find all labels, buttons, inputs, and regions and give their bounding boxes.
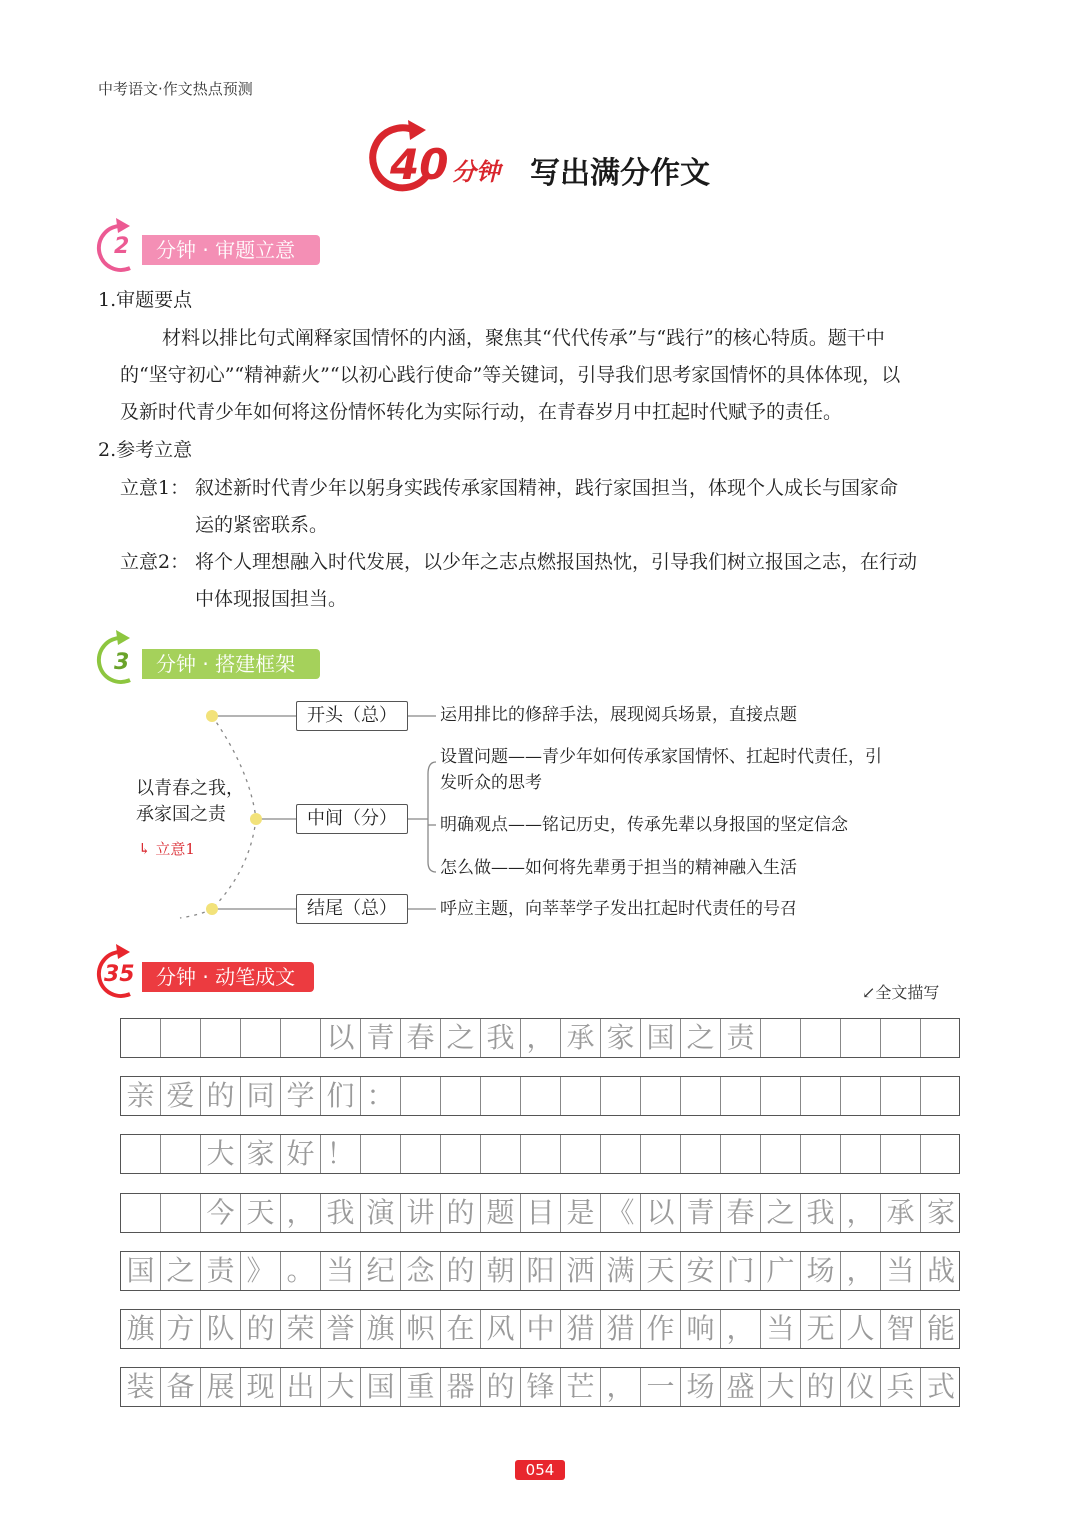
grid-cell [761, 1077, 801, 1115]
grid-cell [601, 1135, 641, 1173]
grid-cell: 我 [321, 1194, 361, 1232]
grid-cell: 的 [801, 1368, 841, 1406]
grid-cell [481, 1077, 521, 1115]
grid-cell: 方 [161, 1310, 201, 1348]
section1-title: 分钟 · 审题立意 [142, 235, 320, 265]
grid-cell: ， [281, 1194, 321, 1232]
grid-cell [681, 1135, 721, 1173]
grid-cell: 。 [281, 1252, 321, 1290]
grid-cell: 学 [281, 1077, 321, 1115]
grid-cell: ， [521, 1019, 561, 1057]
grid-cell: 无 [801, 1310, 841, 1348]
grid-cell: 门 [721, 1252, 761, 1290]
grid-cell: 旗 [121, 1310, 161, 1348]
grid-row [120, 1134, 960, 1174]
grid-cell: 当 [881, 1252, 921, 1290]
grid-cell: 好 [281, 1135, 321, 1173]
grid-cell: 备 [161, 1368, 201, 1406]
grid-cell: 器 [441, 1368, 481, 1406]
grid-cell: 念 [401, 1252, 441, 1290]
grid-cell: ， [841, 1194, 881, 1232]
topic-note-text: 立意1 [155, 840, 195, 858]
grid-cell [161, 1135, 201, 1173]
grid-cell: 们 [321, 1077, 361, 1115]
grid-cell: 荣 [281, 1310, 321, 1348]
grid-cell: 式 [926, 1370, 955, 1403]
grid-cell [641, 1135, 681, 1173]
grid-cell: 家 [241, 1135, 281, 1173]
grid-cell: 国 [361, 1368, 401, 1406]
grid-cell: 目 [521, 1194, 561, 1232]
grid-cell [801, 1019, 841, 1057]
grid-row [120, 1367, 960, 1407]
grid-cell: 现 [241, 1368, 281, 1406]
grid-cell: 兵 [881, 1368, 921, 1406]
grid-cell [401, 1077, 441, 1115]
grid-cell: 责 [721, 1019, 761, 1057]
full-text-note-label: 全文描写 [875, 983, 940, 1002]
framework-diagram [0, 690, 1080, 930]
grid-cell [361, 1135, 401, 1173]
grid-cell: ！ [321, 1135, 361, 1173]
grid-cell: 天 [241, 1194, 281, 1232]
grid-cell [681, 1077, 721, 1115]
grid-cell: 作 [641, 1310, 681, 1348]
section3-number: 35 [104, 962, 135, 987]
grid-cell: 的 [441, 1252, 481, 1290]
grid-cell: 人 [841, 1310, 881, 1348]
grid-cell: 亲 [121, 1077, 161, 1115]
grid-cell: 阳 [521, 1252, 561, 1290]
grid-cell: 的 [241, 1310, 281, 1348]
grid-cell: 旗 [361, 1310, 401, 1348]
start-description: 运用排比的修辞手法，展现阅兵场景，直接点题 [440, 705, 797, 725]
grid-cell: 以 [641, 1194, 681, 1232]
node-middle: 中间（分） [296, 804, 408, 834]
grid-cell: 今 [201, 1194, 241, 1232]
grid-cell [721, 1077, 761, 1115]
curved-arrow-icon: ↳ [138, 840, 151, 858]
section2-title: 分钟 · 搭建框架 [142, 649, 320, 679]
grid-cell [121, 1135, 161, 1173]
grid-cell [921, 1019, 961, 1057]
full-text-note [862, 980, 939, 1003]
grid-cell: 家 [601, 1019, 641, 1057]
grid-cell: ， [721, 1310, 761, 1348]
section1-number: 2 [114, 234, 130, 259]
grid-cell: 承 [561, 1019, 601, 1057]
grid-cell: 的 [201, 1077, 241, 1115]
grid-cell: 的 [481, 1368, 521, 1406]
middle-point2: 明确观点——铭记历史，传承先辈以身报国的坚定信念 [440, 815, 848, 835]
grid-cell: 大 [201, 1135, 241, 1173]
grid-cell [121, 1019, 161, 1057]
page-number: 054 [515, 1460, 565, 1480]
grid-cell: 盛 [721, 1368, 761, 1406]
main-title-number: 40 [390, 140, 449, 189]
topic-line2: 承家国之责 [136, 804, 226, 825]
grid-cell: 安 [681, 1252, 721, 1290]
grid-cell: 誉 [321, 1310, 361, 1348]
grid-cell: 仪 [841, 1368, 881, 1406]
main-title-unit: 分钟 [452, 158, 500, 186]
grid-cell: 之 [441, 1019, 481, 1057]
grid-cell: 春 [401, 1019, 441, 1057]
grid-cell: 广 [761, 1252, 801, 1290]
section1-header [94, 218, 334, 274]
grid-cell [881, 1135, 921, 1173]
grid-cell: 洒 [561, 1252, 601, 1290]
grid-cell [881, 1077, 921, 1115]
idea2-label: 立意2： [120, 551, 190, 573]
grid-cell [841, 1077, 881, 1115]
grid-cell: 响 [681, 1310, 721, 1348]
section1-para-line2: 的“坚守初心”“精神薪火”“以初心践行使命”等关键词，引导我们思考家国情怀的具体体现，以 [120, 364, 901, 386]
grid-cell [921, 1077, 961, 1115]
grid-cell: 》 [241, 1252, 281, 1290]
grid-row [120, 1018, 960, 1058]
grid-cell [721, 1135, 761, 1173]
grid-cell: 芒 [561, 1368, 601, 1406]
grid-cell [881, 1019, 921, 1057]
grid-cell: 责 [201, 1252, 241, 1290]
grid-cell [561, 1077, 601, 1115]
grid-row [120, 1076, 960, 1116]
grid-cell [161, 1019, 201, 1057]
node-start: 开头（总） [296, 701, 408, 731]
grid-cell: 猎 [601, 1310, 641, 1348]
grid-cell: 讲 [401, 1194, 441, 1232]
grid-cell [761, 1135, 801, 1173]
main-title-text: 写出满分作文 [530, 156, 710, 191]
grid-cell: 出 [281, 1368, 321, 1406]
grid-cell [641, 1077, 681, 1115]
grid-cell [201, 1019, 241, 1057]
grid-cell: 当 [761, 1310, 801, 1348]
node-end: 结尾（总） [296, 894, 408, 924]
grid-cell: 朝 [481, 1252, 521, 1290]
grid-cell: 重 [401, 1368, 441, 1406]
section3-header [94, 944, 334, 1000]
grid-cell: 能 [926, 1312, 955, 1345]
grid-cell: 我 [481, 1019, 521, 1057]
topic-note [138, 836, 195, 862]
grid-cell: 在 [441, 1310, 481, 1348]
curved-arrow-icon: ↙ [862, 983, 876, 1002]
section1-para-line1: 材料以排比句式阐释家国情怀的内涵，聚焦其“代代传承”与“践行”的核心特质。题干中 [162, 327, 885, 349]
grid-cell: ， [601, 1368, 641, 1406]
idea2-line1: 将个人理想融入时代发展，以少年之志点燃报国热忱，引导我们树立报国之志，在行动 [195, 551, 918, 573]
grid-cell: 我 [801, 1194, 841, 1232]
grid-cell: 风 [481, 1310, 521, 1348]
grid-cell: 大 [321, 1368, 361, 1406]
grid-cell: 展 [201, 1368, 241, 1406]
grid-cell: ： [361, 1077, 401, 1115]
main-title [368, 118, 728, 198]
grid-cell: ， [841, 1252, 881, 1290]
grid-cell: 之 [681, 1019, 721, 1057]
grid-cell [921, 1135, 961, 1173]
grid-cell: 演 [361, 1194, 401, 1232]
idea1-label: 立意1： [120, 477, 190, 499]
grid-cell: 家 [926, 1196, 955, 1229]
middle-point3: 怎么做——如何将先辈勇于担当的精神融入生活 [440, 858, 797, 878]
section1-heading2: 2.参考立意 [98, 439, 193, 461]
grid-cell: 以 [321, 1019, 361, 1057]
idea1-line2: 运的紧密联系。 [195, 514, 329, 536]
grid-cell: 中 [521, 1310, 561, 1348]
grid-cell [521, 1077, 561, 1115]
idea1-line1: 叙述新时代青少年以躬身实践传承家国精神，践行家国担当，体现个人成长与国家命 [195, 477, 899, 499]
grid-cell: 国 [121, 1252, 161, 1290]
grid-row [120, 1193, 960, 1233]
grid-cell: 爱 [161, 1077, 201, 1115]
grid-cell [481, 1135, 521, 1173]
grid-cell: 题 [481, 1194, 521, 1232]
grid-cell: 战 [926, 1254, 955, 1287]
end-description: 呼应主题，向莘莘学子发出扛起时代责任的号召 [440, 899, 797, 919]
grid-cell: 青 [681, 1194, 721, 1232]
grid-cell [801, 1077, 841, 1115]
grid-cell: 是 [561, 1194, 601, 1232]
section2-number: 3 [114, 650, 130, 675]
book-header: 中考语文·作文热点预测 [98, 80, 253, 98]
grid-cell: 猎 [561, 1310, 601, 1348]
grid-cell: 《 [601, 1194, 641, 1232]
section3-title: 分钟 · 动笔成文 [142, 962, 314, 992]
grid-cell: 队 [201, 1310, 241, 1348]
section2-header [94, 630, 334, 686]
grid-cell [521, 1135, 561, 1173]
grid-cell [841, 1019, 881, 1057]
grid-cell: 智 [881, 1310, 921, 1348]
grid-cell: 的 [441, 1194, 481, 1232]
grid-cell [801, 1135, 841, 1173]
idea2-line2: 中体现报国担当。 [195, 588, 348, 610]
grid-cell: 满 [601, 1252, 641, 1290]
grid-cell: 之 [161, 1252, 201, 1290]
grid-cell: 场 [801, 1252, 841, 1290]
grid-cell: 之 [761, 1194, 801, 1232]
grid-cell [561, 1135, 601, 1173]
grid-cell: 承 [881, 1194, 921, 1232]
grid-cell: 大 [761, 1368, 801, 1406]
section1-para-line3: 及新时代青少年如何将这份情怀转化为实际行动，在青春岁月中扛起时代赋予的责任。 [120, 401, 843, 423]
middle-point1-line1: 设置问题——青少年如何传承家国情怀、扛起时代责任，引 [440, 747, 882, 767]
grid-cell: 国 [641, 1019, 681, 1057]
grid-cell: 锋 [521, 1368, 561, 1406]
grid-cell: 场 [681, 1368, 721, 1406]
grid-cell: 青 [361, 1019, 401, 1057]
grid-cell [281, 1019, 321, 1057]
grid-row [120, 1309, 960, 1349]
grid-cell [401, 1135, 441, 1173]
grid-cell [441, 1077, 481, 1115]
grid-cell [761, 1019, 801, 1057]
grid-cell: 当 [321, 1252, 361, 1290]
section1-heading1: 1.审题要点 [98, 289, 193, 311]
grid-cell [441, 1135, 481, 1173]
topic-line1: 以青春之我， [136, 778, 244, 799]
middle-point1-line2: 发听众的思考 [440, 773, 542, 793]
grid-cell [161, 1194, 201, 1232]
grid-cell: 一 [641, 1368, 681, 1406]
grid-cell: 天 [641, 1252, 681, 1290]
grid-cell [841, 1135, 881, 1173]
grid-cell: 帜 [401, 1310, 441, 1348]
grid-cell: 装 [121, 1368, 161, 1406]
grid-row [120, 1251, 960, 1291]
grid-cell: 纪 [361, 1252, 401, 1290]
grid-cell [241, 1019, 281, 1057]
grid-cell [121, 1194, 161, 1232]
grid-cell: 春 [721, 1194, 761, 1232]
grid-cell: 同 [241, 1077, 281, 1115]
grid-cell [601, 1077, 641, 1115]
